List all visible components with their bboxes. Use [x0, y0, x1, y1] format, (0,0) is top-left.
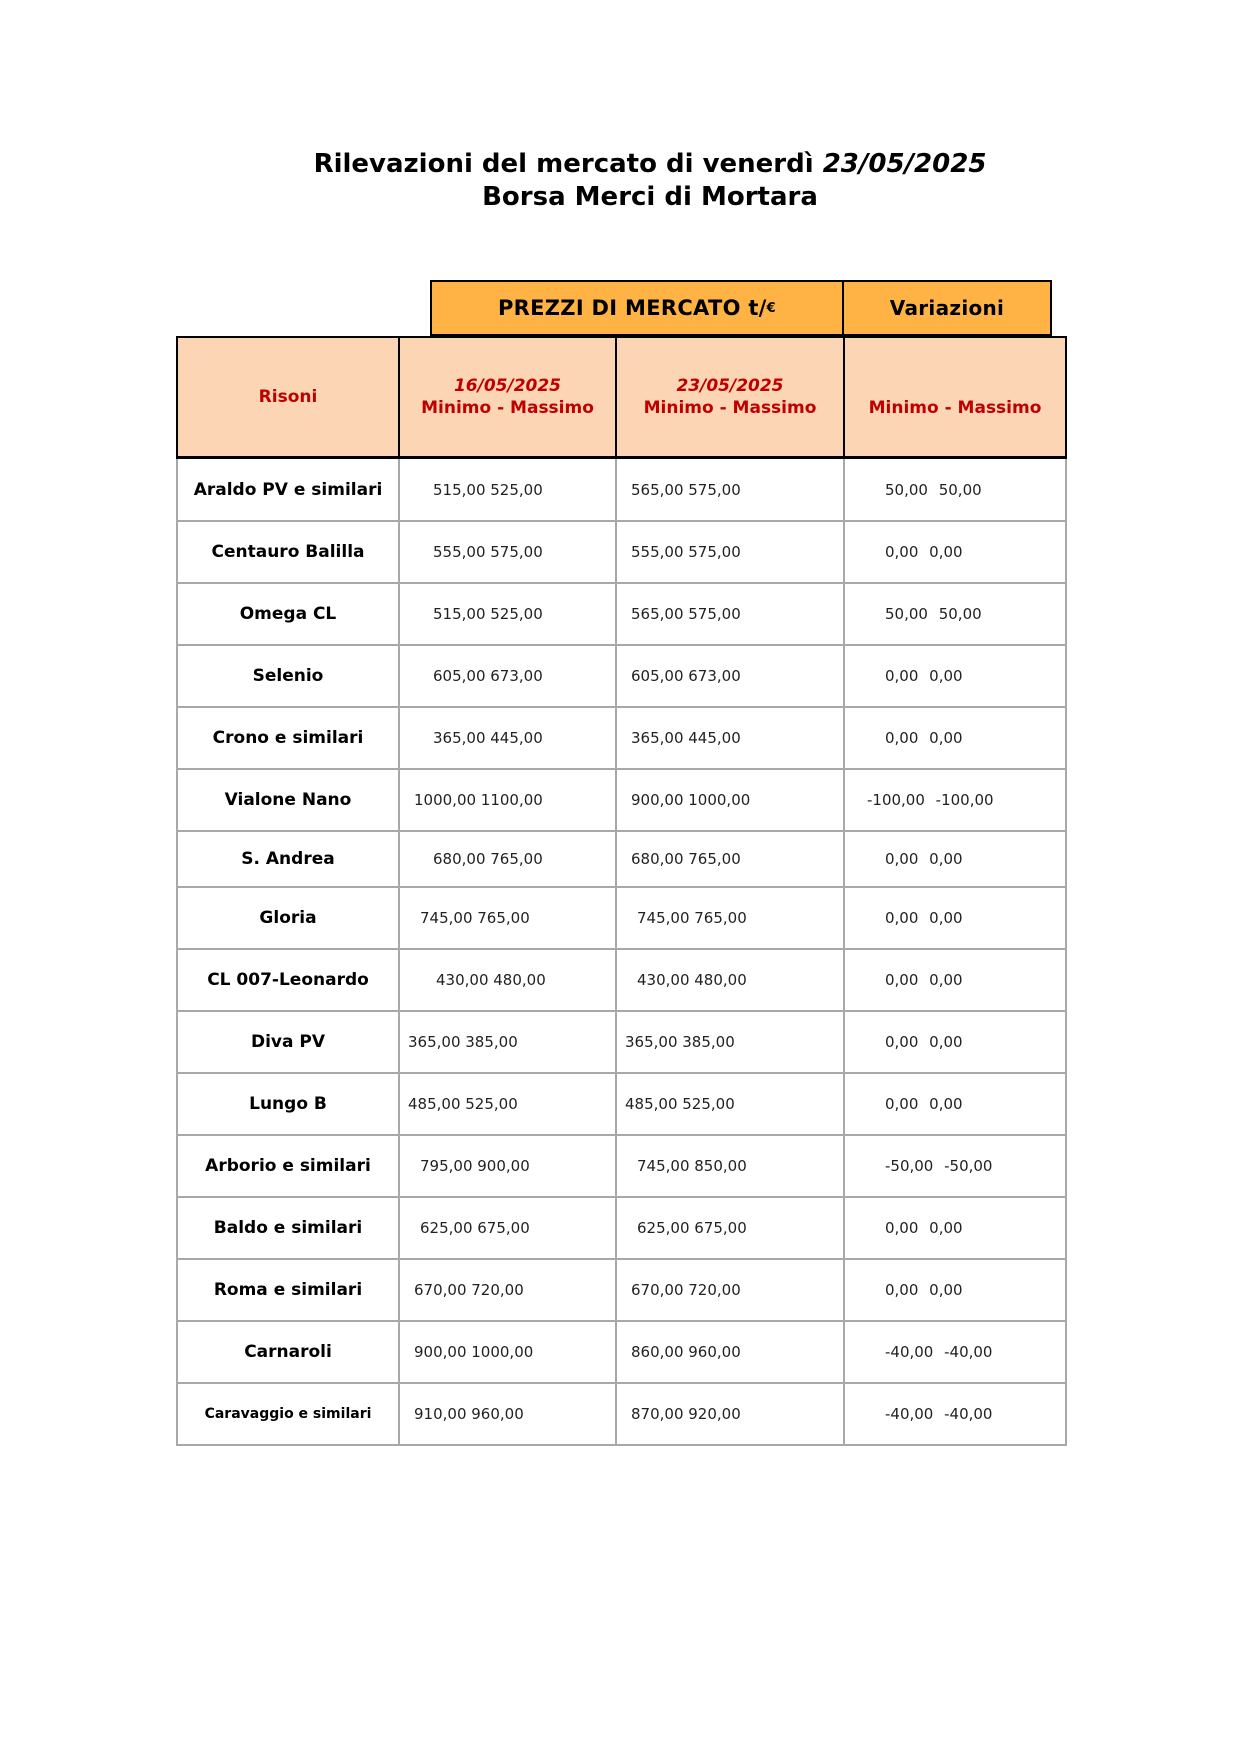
curr-price: 680,00 765,00	[616, 831, 844, 887]
rice-name: Araldo PV e similari	[177, 458, 399, 522]
col-header-curr	[616, 337, 844, 458]
variation: 0,00 0,00	[844, 949, 1066, 1011]
curr-price: 870,00 920,00	[616, 1383, 844, 1445]
prev-price: 515,00 525,00	[399, 458, 616, 522]
variazioni-header-label: Variazioni	[889, 296, 1005, 320]
table-row	[177, 1259, 1066, 1321]
curr-price: 900,00 1000,00	[616, 769, 844, 831]
prezzi-di-mercato-header	[430, 280, 844, 336]
variation: 0,00 0,00	[844, 887, 1066, 949]
rice-name: Caravaggio e similari	[177, 1383, 399, 1445]
prev-price: 670,00 720,00	[399, 1259, 616, 1321]
table-row	[177, 949, 1066, 1011]
rice-name: Gloria	[177, 887, 399, 949]
title-line-2: Borsa Merci di Mortara	[482, 182, 818, 212]
prev-price: 365,00 385,00	[399, 1011, 616, 1073]
table-row	[177, 1011, 1066, 1073]
table-row	[177, 769, 1066, 831]
rice-name: Vialone Nano	[177, 769, 399, 831]
variation: 0,00 0,00	[844, 1073, 1066, 1135]
variation: 0,00 0,00	[844, 645, 1066, 707]
curr-price: 365,00 385,00	[616, 1011, 844, 1073]
curr-price: 625,00 675,00	[616, 1197, 844, 1259]
variation: 50,00 50,00	[844, 458, 1066, 522]
curr-price: 565,00 575,00	[616, 458, 844, 522]
rice-name: Lungo B	[177, 1073, 399, 1135]
variation: 0,00 0,00	[844, 707, 1066, 769]
curr-price: 605,00 673,00	[616, 645, 844, 707]
col-header-curr-range: Minimo - Massimo	[643, 398, 817, 418]
prev-price: 1000,00 1100,00	[399, 769, 616, 831]
curr-price: 670,00 720,00	[616, 1259, 844, 1321]
curr-price: 485,00 525,00	[616, 1073, 844, 1135]
table-row	[177, 1321, 1066, 1383]
col-header-prev-date: 16/05/2025	[453, 376, 562, 396]
prev-price: 910,00 960,00	[399, 1383, 616, 1445]
prezzi-header-unit: €	[766, 300, 777, 316]
prev-price: 555,00 575,00	[399, 521, 616, 583]
table-row	[177, 1135, 1066, 1197]
table-row	[177, 1073, 1066, 1135]
prev-price: 430,00 480,00	[399, 949, 616, 1011]
rice-name: Arborio e similari	[177, 1135, 399, 1197]
curr-price: 860,00 960,00	[616, 1321, 844, 1383]
prev-price: 515,00 525,00	[399, 583, 616, 645]
col-header-prev-range: Minimo - Massimo	[421, 398, 594, 418]
table-row	[177, 707, 1066, 769]
col-header-risoni-label: Risoni	[258, 387, 318, 407]
col-header-risoni	[177, 337, 399, 458]
prev-price: 625,00 675,00	[399, 1197, 616, 1259]
col-header-var-range: Minimo - Massimo	[868, 398, 1042, 418]
rice-name: Selenio	[177, 645, 399, 707]
curr-price: 565,00 575,00	[616, 583, 844, 645]
variation: 0,00 0,00	[844, 831, 1066, 887]
rice-name: S. Andrea	[177, 831, 399, 887]
prev-price: 605,00 673,00	[399, 645, 616, 707]
table-header-row	[177, 337, 1066, 458]
curr-price: 745,00 765,00	[616, 887, 844, 949]
title-line-1	[0, 148, 1240, 181]
price-table	[176, 336, 1067, 1446]
variation: -50,00 -50,00	[844, 1135, 1066, 1197]
rice-name: Omega CL	[177, 583, 399, 645]
variation: 0,00 0,00	[844, 1259, 1066, 1321]
rice-name: Diva PV	[177, 1011, 399, 1073]
prev-price: 745,00 765,00	[399, 887, 616, 949]
table-row	[177, 887, 1066, 949]
prev-price: 900,00 1000,00	[399, 1321, 616, 1383]
col-header-curr-date: 23/05/2025	[676, 376, 784, 396]
document-title	[0, 148, 1240, 214]
variation: -40,00 -40,00	[844, 1321, 1066, 1383]
rice-name: CL 007-Leonardo	[177, 949, 399, 1011]
title-prefix: Rilevazioni del mercato di venerdì	[313, 149, 823, 179]
rice-name: Crono e similari	[177, 707, 399, 769]
col-header-prev	[399, 337, 616, 458]
variation: -40,00 -40,00	[844, 1383, 1066, 1445]
rice-name: Centauro Balilla	[177, 521, 399, 583]
prev-price: 485,00 525,00	[399, 1073, 616, 1135]
table-row	[177, 583, 1066, 645]
curr-price: 430,00 480,00	[616, 949, 844, 1011]
curr-price: 555,00 575,00	[616, 521, 844, 583]
variation: 0,00 0,00	[844, 1011, 1066, 1073]
prev-price: 795,00 900,00	[399, 1135, 616, 1197]
variation: 0,00 0,00	[844, 521, 1066, 583]
rice-name: Carnaroli	[177, 1321, 399, 1383]
curr-price: 365,00 445,00	[616, 707, 844, 769]
table-row	[177, 521, 1066, 583]
rice-name: Roma e similari	[177, 1259, 399, 1321]
curr-price: 745,00 850,00	[616, 1135, 844, 1197]
table-row	[177, 458, 1066, 522]
table-row	[177, 1383, 1066, 1445]
prev-price: 365,00 445,00	[399, 707, 616, 769]
table-row	[177, 831, 1066, 887]
table-row	[177, 1197, 1066, 1259]
variation: -100,00 -100,00	[844, 769, 1066, 831]
variation: 50,00 50,00	[844, 583, 1066, 645]
col-header-var	[844, 337, 1066, 458]
title-date: 23/05/2025	[822, 149, 987, 179]
prev-price: 680,00 765,00	[399, 831, 616, 887]
table-row	[177, 645, 1066, 707]
rice-name: Baldo e similari	[177, 1197, 399, 1259]
variation: 0,00 0,00	[844, 1197, 1066, 1259]
prezzi-header-label: PREZZI DI MERCATO t/	[497, 296, 767, 320]
variazioni-header	[842, 280, 1052, 336]
